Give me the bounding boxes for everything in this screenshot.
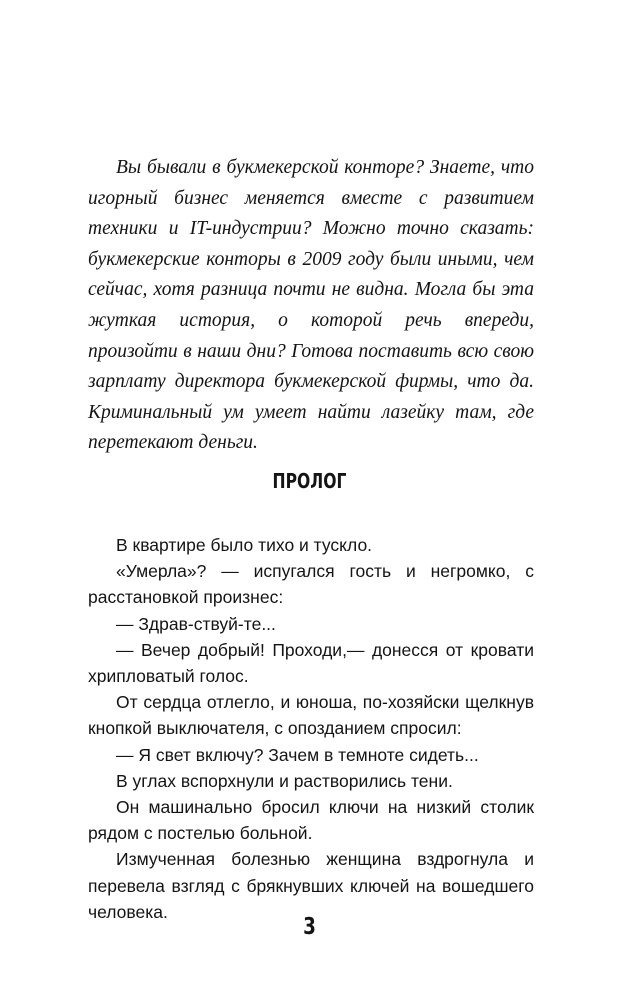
paragraph: В квартире было тихо и тускло. <box>116 535 373 555</box>
paragraph: От сердца отлегло, и юноша, по-хозяйски щелкнув кнопкой выключателя, с опозданием спросил: <box>88 692 534 739</box>
chapter-body <box>88 532 534 925</box>
paragraph: Измученная болезнью женщина вздрогнула и перевела взгляд с брякнувших ключей на вошедшего человека. <box>88 849 534 922</box>
epigraph: Вы бывали в букмекерской конторе? Знаете, что игорный бизнес меняется вместе с развитием техники и IT-индустрии? Можно точно сказать: букмекерские конторы в 2009 году были иными, чем сейчас, хотя разница почти не видна. Могла бы эта жуткая история, о которой речь впереди, произойти в наши дни? Готова поставить всю свою зарплату директора букмекерской фирмы, что да. Криминальный ум умеет найти лазейку там, где перетекают деньги. <box>88 157 534 454</box>
page-number: 3 <box>303 914 316 940</box>
paragraph: В углах вспорхнули и растворились тени. <box>116 770 453 791</box>
paragraph: — Вечер добрый! Проходи,— донесся от кровати хрипловатый голос. <box>88 639 534 687</box>
chapter-title: ПРОЛОГ <box>272 469 347 493</box>
paragraph: — Я свет включу? Зачем в темноте сидеть... <box>116 744 479 765</box>
paragraph: «Умерла»? — испугался гость и негромко, с расстановкой произнес: <box>88 561 534 608</box>
paragraph: Он машинально бросил ключи на низкий столик рядом с постелью больной. <box>88 797 534 844</box>
paragraph: — Здрав-ствуй-те... <box>116 613 276 634</box>
